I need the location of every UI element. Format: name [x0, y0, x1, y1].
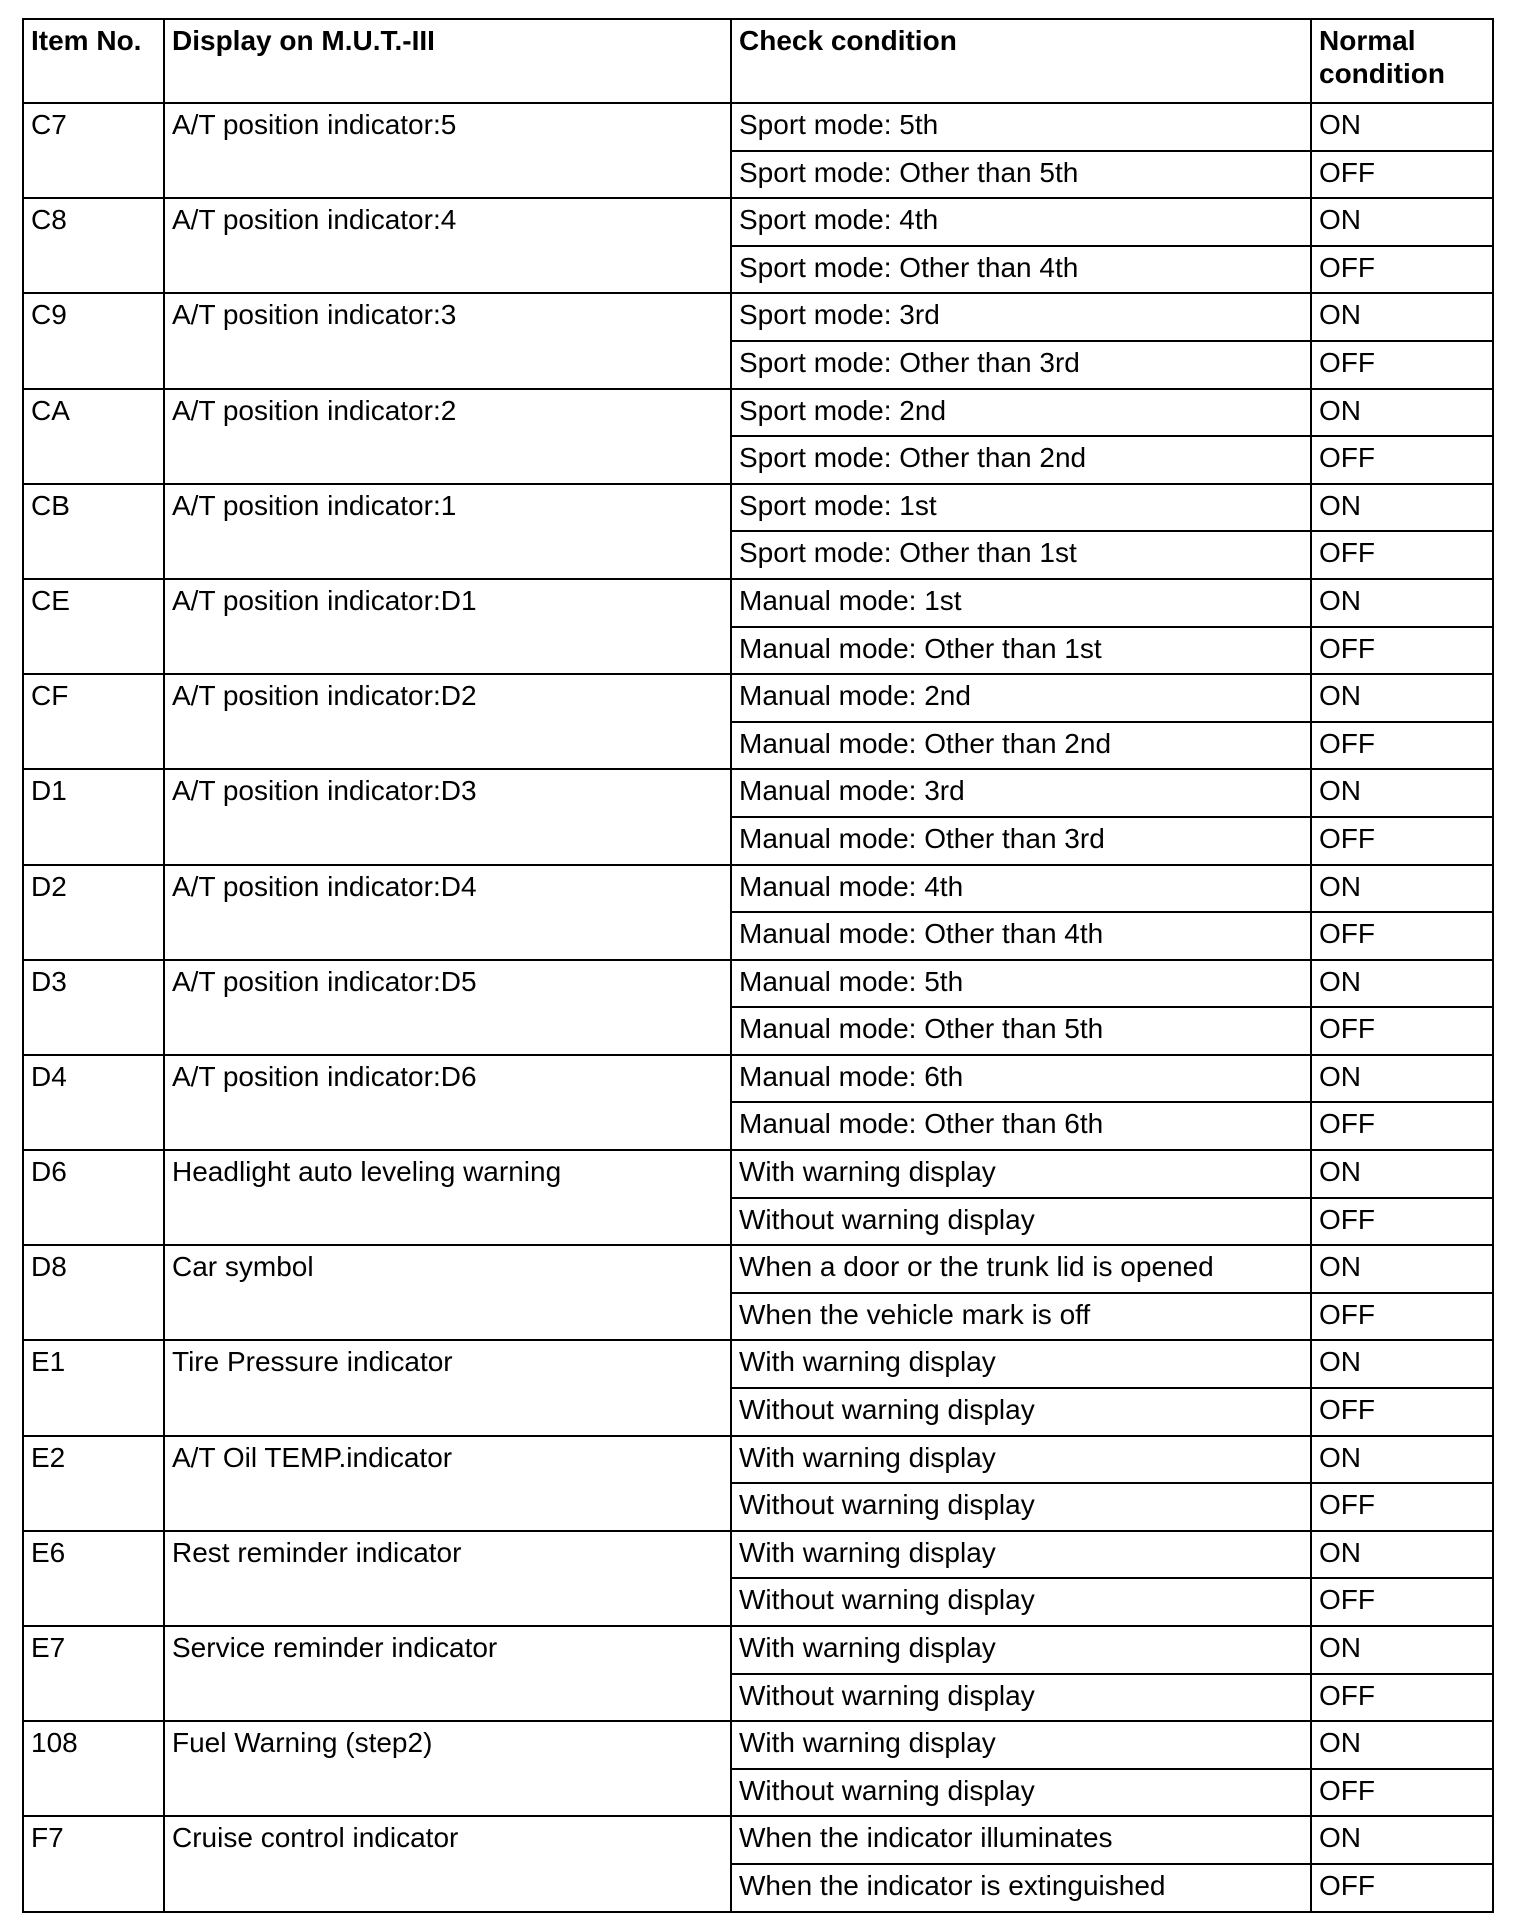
table-row: [23, 579, 1493, 627]
cell-check-condition: Manual mode: Other than 6th: [731, 1102, 1311, 1150]
table-row: [23, 1436, 1493, 1484]
cell-check-condition: Without warning display: [731, 1483, 1311, 1531]
cell-check-condition: When the vehicle mark is off: [731, 1293, 1311, 1341]
cell-check-condition: Manual mode: Other than 3rd: [731, 817, 1311, 865]
cell-normal-condition: OFF: [1311, 1769, 1493, 1817]
cell-display: A/T position indicator:5: [164, 103, 731, 198]
table-row: [23, 1150, 1493, 1198]
table-row: [23, 293, 1493, 341]
cell-check-condition: Sport mode: Other than 1st: [731, 531, 1311, 579]
cell-normal-condition: OFF: [1311, 1198, 1493, 1246]
cell-display: A/T position indicator:D1: [164, 579, 731, 674]
cell-check-condition: With warning display: [731, 1721, 1311, 1769]
table-row: [23, 103, 1493, 151]
cell-check-condition: Manual mode: 4th: [731, 865, 1311, 913]
cell-check-condition: With warning display: [731, 1531, 1311, 1579]
service-data-table: [22, 18, 1494, 1913]
cell-normal-condition: ON: [1311, 960, 1493, 1008]
cell-check-condition: Manual mode: 5th: [731, 960, 1311, 1008]
cell-display: Fuel Warning (step2): [164, 1721, 731, 1816]
cell-display: A/T position indicator:D3: [164, 769, 731, 864]
cell-check-condition: Manual mode: 3rd: [731, 769, 1311, 817]
cell-item-no: C9: [23, 293, 164, 388]
cell-check-condition: Sport mode: Other than 3rd: [731, 341, 1311, 389]
cell-normal-condition: OFF: [1311, 627, 1493, 675]
table-row: [23, 1055, 1493, 1103]
header-item-no: Item No.: [23, 19, 164, 103]
cell-display: Service reminder indicator: [164, 1626, 731, 1721]
table-row: [23, 1245, 1493, 1293]
cell-display: A/T position indicator:2: [164, 389, 731, 484]
cell-check-condition: With warning display: [731, 1436, 1311, 1484]
cell-check-condition: Sport mode: Other than 2nd: [731, 436, 1311, 484]
cell-normal-condition: OFF: [1311, 912, 1493, 960]
cell-check-condition: Without warning display: [731, 1578, 1311, 1626]
cell-normal-condition: ON: [1311, 1531, 1493, 1579]
cell-check-condition: Manual mode: Other than 1st: [731, 627, 1311, 675]
cell-normal-condition: ON: [1311, 769, 1493, 817]
cell-normal-condition: OFF: [1311, 817, 1493, 865]
cell-normal-condition: ON: [1311, 1626, 1493, 1674]
cell-item-no: CB: [23, 484, 164, 579]
cell-normal-condition: OFF: [1311, 341, 1493, 389]
cell-normal-condition: OFF: [1311, 436, 1493, 484]
cell-check-condition: With warning display: [731, 1340, 1311, 1388]
cell-item-no: CF: [23, 674, 164, 769]
cell-display: A/T position indicator:3: [164, 293, 731, 388]
cell-item-no: 108: [23, 1721, 164, 1816]
cell-display: A/T position indicator:D6: [164, 1055, 731, 1150]
cell-normal-condition: ON: [1311, 1816, 1493, 1864]
cell-normal-condition: OFF: [1311, 1674, 1493, 1722]
cell-normal-condition: OFF: [1311, 151, 1493, 199]
table-row: [23, 674, 1493, 722]
cell-check-condition: Sport mode: 3rd: [731, 293, 1311, 341]
cell-display: Tire Pressure indicator: [164, 1340, 731, 1435]
cell-display: Car symbol: [164, 1245, 731, 1340]
cell-item-no: CE: [23, 579, 164, 674]
table-row: [23, 960, 1493, 1008]
cell-check-condition: With warning display: [731, 1150, 1311, 1198]
cell-normal-condition: ON: [1311, 484, 1493, 532]
cell-normal-condition: ON: [1311, 579, 1493, 627]
cell-item-no: D6: [23, 1150, 164, 1245]
cell-normal-condition: ON: [1311, 865, 1493, 913]
header-normal-condition: Normal condition: [1311, 19, 1493, 103]
cell-normal-condition: ON: [1311, 1436, 1493, 1484]
cell-normal-condition: ON: [1311, 1055, 1493, 1103]
cell-item-no: F7: [23, 1816, 164, 1911]
cell-check-condition: Sport mode: Other than 5th: [731, 151, 1311, 199]
header-check-condition: Check condition: [731, 19, 1311, 103]
cell-check-condition: Sport mode: 4th: [731, 198, 1311, 246]
cell-check-condition: Without warning display: [731, 1198, 1311, 1246]
table-row: [23, 1626, 1493, 1674]
cell-normal-condition: ON: [1311, 198, 1493, 246]
cell-item-no: D4: [23, 1055, 164, 1150]
cell-display: A/T position indicator:D5: [164, 960, 731, 1055]
cell-normal-condition: ON: [1311, 1245, 1493, 1293]
table-row: [23, 389, 1493, 437]
cell-normal-condition: OFF: [1311, 1102, 1493, 1150]
cell-normal-condition: ON: [1311, 1150, 1493, 1198]
cell-check-condition: Manual mode: Other than 4th: [731, 912, 1311, 960]
cell-display: A/T Oil TEMP.indicator: [164, 1436, 731, 1531]
table-row: [23, 198, 1493, 246]
cell-item-no: E2: [23, 1436, 164, 1531]
cell-item-no: C8: [23, 198, 164, 293]
cell-normal-condition: OFF: [1311, 1388, 1493, 1436]
cell-item-no: D2: [23, 865, 164, 960]
cell-normal-condition: ON: [1311, 389, 1493, 437]
cell-item-no: E7: [23, 1626, 164, 1721]
cell-check-condition: When the indicator illuminates: [731, 1816, 1311, 1864]
cell-item-no: E6: [23, 1531, 164, 1626]
table-body: [23, 103, 1493, 1912]
header-display: Display on M.U.T.-III: [164, 19, 731, 103]
cell-display: Headlight auto leveling warning: [164, 1150, 731, 1245]
cell-display: A/T position indicator:4: [164, 198, 731, 293]
cell-normal-condition: OFF: [1311, 1578, 1493, 1626]
table-header-row: [23, 19, 1493, 103]
cell-normal-condition: OFF: [1311, 1864, 1493, 1912]
cell-check-condition: Sport mode: 1st: [731, 484, 1311, 532]
cell-item-no: CA: [23, 389, 164, 484]
cell-check-condition: Without warning display: [731, 1769, 1311, 1817]
cell-check-condition: Without warning display: [731, 1674, 1311, 1722]
cell-check-condition: Without warning display: [731, 1388, 1311, 1436]
cell-check-condition: Manual mode: 2nd: [731, 674, 1311, 722]
cell-display: Cruise control indicator: [164, 1816, 731, 1911]
cell-normal-condition: OFF: [1311, 1007, 1493, 1055]
cell-item-no: E1: [23, 1340, 164, 1435]
cell-normal-condition: ON: [1311, 1721, 1493, 1769]
cell-normal-condition: ON: [1311, 1340, 1493, 1388]
cell-check-condition: When a door or the trunk lid is opened: [731, 1245, 1311, 1293]
cell-normal-condition: OFF: [1311, 531, 1493, 579]
table-row: [23, 1531, 1493, 1579]
cell-display: Rest reminder indicator: [164, 1531, 731, 1626]
cell-normal-condition: ON: [1311, 674, 1493, 722]
cell-display: A/T position indicator:D4: [164, 865, 731, 960]
table-row: [23, 1816, 1493, 1864]
table-row: [23, 1340, 1493, 1388]
table-row: [23, 865, 1493, 913]
cell-display: A/T position indicator:1: [164, 484, 731, 579]
cell-check-condition: When the indicator is extinguished: [731, 1864, 1311, 1912]
cell-normal-condition: ON: [1311, 293, 1493, 341]
cell-item-no: D1: [23, 769, 164, 864]
cell-normal-condition: ON: [1311, 103, 1493, 151]
cell-item-no: D3: [23, 960, 164, 1055]
table-row: [23, 1721, 1493, 1769]
cell-check-condition: Manual mode: Other than 2nd: [731, 722, 1311, 770]
cell-check-condition: Sport mode: 2nd: [731, 389, 1311, 437]
cell-check-condition: Manual mode: 1st: [731, 579, 1311, 627]
cell-normal-condition: OFF: [1311, 246, 1493, 294]
cell-normal-condition: OFF: [1311, 1483, 1493, 1531]
cell-check-condition: With warning display: [731, 1626, 1311, 1674]
table-row: [23, 484, 1493, 532]
cell-check-condition: Sport mode: Other than 4th: [731, 246, 1311, 294]
cell-normal-condition: OFF: [1311, 722, 1493, 770]
cell-check-condition: Manual mode: 6th: [731, 1055, 1311, 1103]
cell-check-condition: Sport mode: 5th: [731, 103, 1311, 151]
cell-item-no: D8: [23, 1245, 164, 1340]
cell-normal-condition: OFF: [1311, 1293, 1493, 1341]
table-row: [23, 769, 1493, 817]
cell-display: A/T position indicator:D2: [164, 674, 731, 769]
cell-item-no: C7: [23, 103, 164, 198]
cell-check-condition: Manual mode: Other than 5th: [731, 1007, 1311, 1055]
